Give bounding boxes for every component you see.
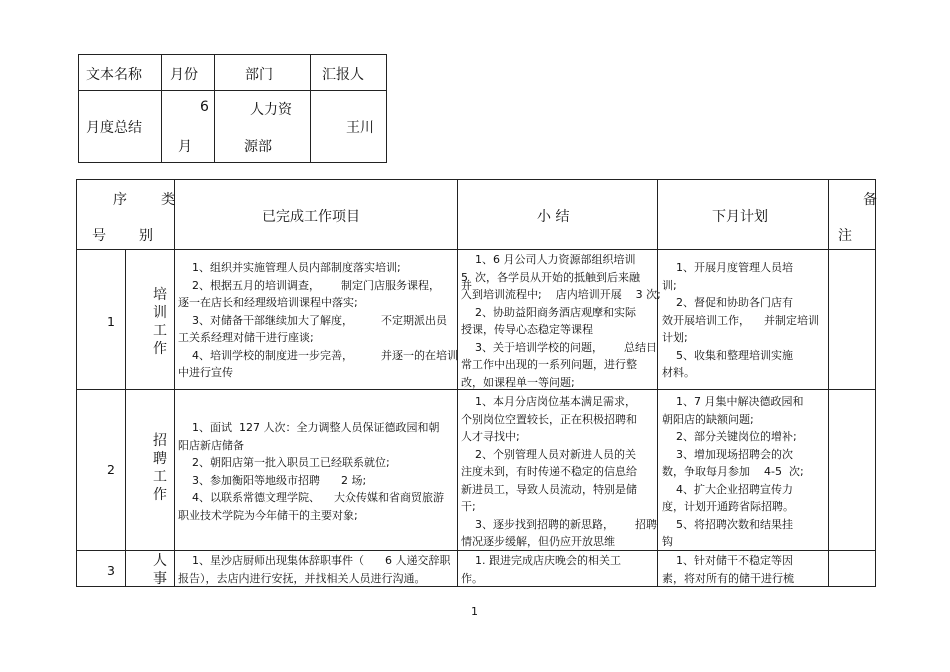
- row-completed: 1、面试 127 人次：全力调整人员保证德政园和朝 阳店新店储备 2、朝阳店第一批入职员工已经联系就位; 3、参加衡阳等地级市招聘 2 场; 4、以联系常德文理学院、 大众传媒和省商贸旅游 职业技术学院为今年储干的主要对象;: [178, 421, 444, 522]
- head-summary: 小 结: [537, 209, 570, 225]
- main-table-head-border: [76, 249, 876, 250]
- head-remark-top: 备: [863, 192, 877, 208]
- head-completed: 已完成工作项目: [262, 209, 360, 225]
- row-category: 培训工作: [153, 287, 167, 357]
- header-month-number: 6: [200, 99, 209, 115]
- header-dept-line1: 人力资: [250, 102, 292, 118]
- head-remark-bottom: 注: [838, 228, 852, 244]
- main-table-col-divider: [828, 179, 829, 587]
- header-col-divider: [161, 54, 162, 162]
- row-seq: 2: [107, 462, 115, 477]
- main-table-col-divider: [174, 179, 175, 587]
- header-doc-name-label: 文本名称: [86, 67, 142, 83]
- head-seq-top: 序: [113, 192, 127, 208]
- row-category: 人事: [153, 553, 167, 587]
- head-type-bottom: 别: [139, 228, 153, 244]
- header-col-divider: [214, 54, 215, 162]
- header-dept-line2: 源部: [244, 139, 272, 155]
- row-seq: 1: [107, 314, 115, 329]
- head-seq-bottom: 号: [92, 228, 106, 244]
- head-type-top: 类: [161, 192, 175, 208]
- row-next-plan: 1、7 月集中解决德政园和 朝阳店的缺额问题; 2、部分关键岗位的增补; 3、增加现场招聘会的次 数，争取每月参加 4-5 次; 4、扩大企业招聘宣传力 度，计划开通跨省际招聘。 5、将招聘次数和结果挂 钩: [662, 395, 804, 548]
- header-col-divider: [310, 54, 311, 162]
- header-month-label: 月份: [170, 67, 198, 83]
- main-table-top-border: [76, 179, 876, 180]
- row-summary: 1、本月分店岗位基本满足需求， 个别岗位空置较长，正在积极招聘和 人才寻找中; 2、个别管理人员对新进人员的关 注度未到，有时传递不稳定的信息给 新进员工，导致人员流动，特别是储 干; 3、逐步找到招聘的新思路， 招聘 情况逐步缓解，但仍应开放思维: [461, 395, 657, 548]
- main-table-right-border: [875, 179, 876, 587]
- row-completed: 1、组织并实施管理人员内部制度落实培训; 2、根据五月的培训调查， 制定门店服务课程， 并 逐一在店长和经理级培训课程中落实; 3、对储备干部继续加大了解度， 不定期派出员 工关系经理对储干进行座谈; 4、培训学校的制度进一步完善， 并逐一的在培训 中进行宣传: [178, 261, 472, 379]
- page-number: 1: [471, 605, 478, 618]
- header-doc-name-value: 月度总结: [86, 120, 142, 136]
- row-next-plan: 1、开展月度管理人员培 训; 2、督促和协助各门店有 效开展培训工作， 并制定培训 计划; 5、收集和整理培训实施 材料。: [662, 261, 819, 379]
- main-table-col-divider: [457, 179, 458, 587]
- row-next-plan: 1、针对储干不稳定等因 素，将对所有的储干进行梳: [662, 554, 794, 585]
- header-row-divider: [78, 90, 386, 91]
- header-month-unit: 月: [178, 139, 192, 155]
- header-reporter-value: 王川: [346, 120, 374, 136]
- row-summary: 1、6 月公司人力资源部组织培训 5 次，各学员从开始的抵触到后来融 入到培训流程中; 店内培训开展 3 次; 2、协助益阳商务酒店观摩和实际 授课，传导心态稳定等课程 3、关于培训学校的问题， 总结日 常工作中出现的一系列问题，进行整 改，如课程单一等问题;: [461, 253, 661, 389]
- head-next-plan: 下月计划: [712, 209, 768, 225]
- row-summary: 1. 跟进完成店庆晚会的相关工 作。: [461, 554, 621, 585]
- main-table-col-divider: [125, 249, 126, 587]
- row-category: 招聘工作: [153, 433, 167, 503]
- header-dept-label: 部门: [245, 67, 273, 83]
- row-seq: 3: [107, 563, 115, 578]
- main-table-left-border: [76, 179, 77, 587]
- row-completed: 1、星沙店厨师出现集体辞职事件（ 6 人递交辞职 报告），去店内进行安抚，并找相关人员进行沟通。: [178, 554, 451, 585]
- header-reporter-label: 汇报人: [322, 67, 364, 83]
